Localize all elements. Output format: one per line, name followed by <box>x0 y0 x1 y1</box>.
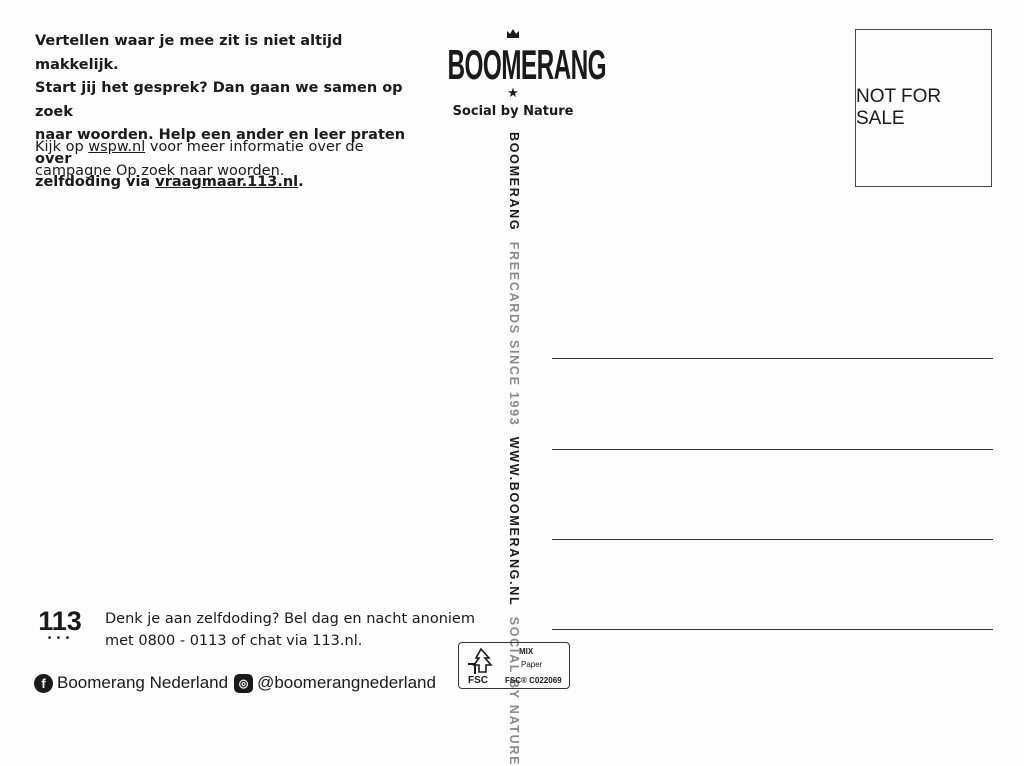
fsc-label <box>458 642 570 689</box>
social-links <box>34 673 436 693</box>
fsc-code: FSC® C022069 <box>505 676 562 685</box>
boomerang-logo <box>440 28 606 119</box>
logo-113 <box>34 607 86 643</box>
fsc-mix: MIX <box>519 647 534 656</box>
vertical-brand: BOOMERANG <box>507 132 521 232</box>
intro-line-3: naar woorden. Help een ander en leer praten over <box>35 127 406 167</box>
helpline-text <box>105 608 485 652</box>
facebook-icon[interactable]: f <box>34 674 53 693</box>
intro-line-4-suffix: . <box>298 174 304 190</box>
instagram-icon[interactable]: ◎ <box>234 674 253 693</box>
address-line-3 <box>552 539 993 540</box>
vertical-slogan: SOCIAL BY NATURE <box>507 616 521 766</box>
crown-icon <box>440 28 586 41</box>
fsc-text: FSC <box>468 675 488 686</box>
logo-113-dots: ••• <box>46 633 74 644</box>
wspw-link[interactable]: wspw.nl <box>88 139 146 155</box>
instagram-handle[interactable]: @boomerangnederland <box>257 673 436 692</box>
vraagmaar-link[interactable]: vraagmaar.113.nl <box>155 174 299 190</box>
intro-line-2: Start jij het gesprek? Dan gaan we samen op zoek <box>35 80 403 120</box>
intro-line-1: Vertellen waar je mee zit is niet altijd makkelijk. <box>35 33 343 73</box>
stamp-box <box>855 29 992 187</box>
brand-tagline: Social by Nature <box>452 104 574 119</box>
facebook-handle[interactable]: Boomerang Nederland <box>57 673 229 692</box>
more-info-prefix: Kijk op <box>35 139 89 155</box>
intro-line-4-prefix: zelfdoding via <box>35 174 156 190</box>
helpline-line-2: met 0800 - 0113 of chat via 113.nl. <box>105 633 363 649</box>
more-info-text <box>35 136 405 183</box>
helpline-line-1: Denk je aan zelfdoding? Bel dag en nacht anoniem <box>105 611 475 627</box>
brand-name: BOOMERANG <box>447 41 606 88</box>
address-line-4 <box>552 629 993 630</box>
vertical-website: WWW.BOOMERANG.NL <box>507 436 521 607</box>
star-icon: ★ <box>507 86 519 101</box>
fsc-paper: Paper <box>521 660 543 669</box>
address-line-1 <box>552 358 993 359</box>
stamp-label: NOT FOR SALE <box>856 86 942 129</box>
more-info-line-1 <box>35 136 405 160</box>
vertical-since: FREECARDS SINCE 1993 <box>507 241 521 427</box>
more-info-line-2: campagne Op zoek naar woorden. <box>35 162 285 179</box>
logo-113-number: 113 <box>38 606 82 636</box>
more-info-suffix: voor meer informatie over de <box>145 139 364 155</box>
address-line-2 <box>552 449 993 450</box>
